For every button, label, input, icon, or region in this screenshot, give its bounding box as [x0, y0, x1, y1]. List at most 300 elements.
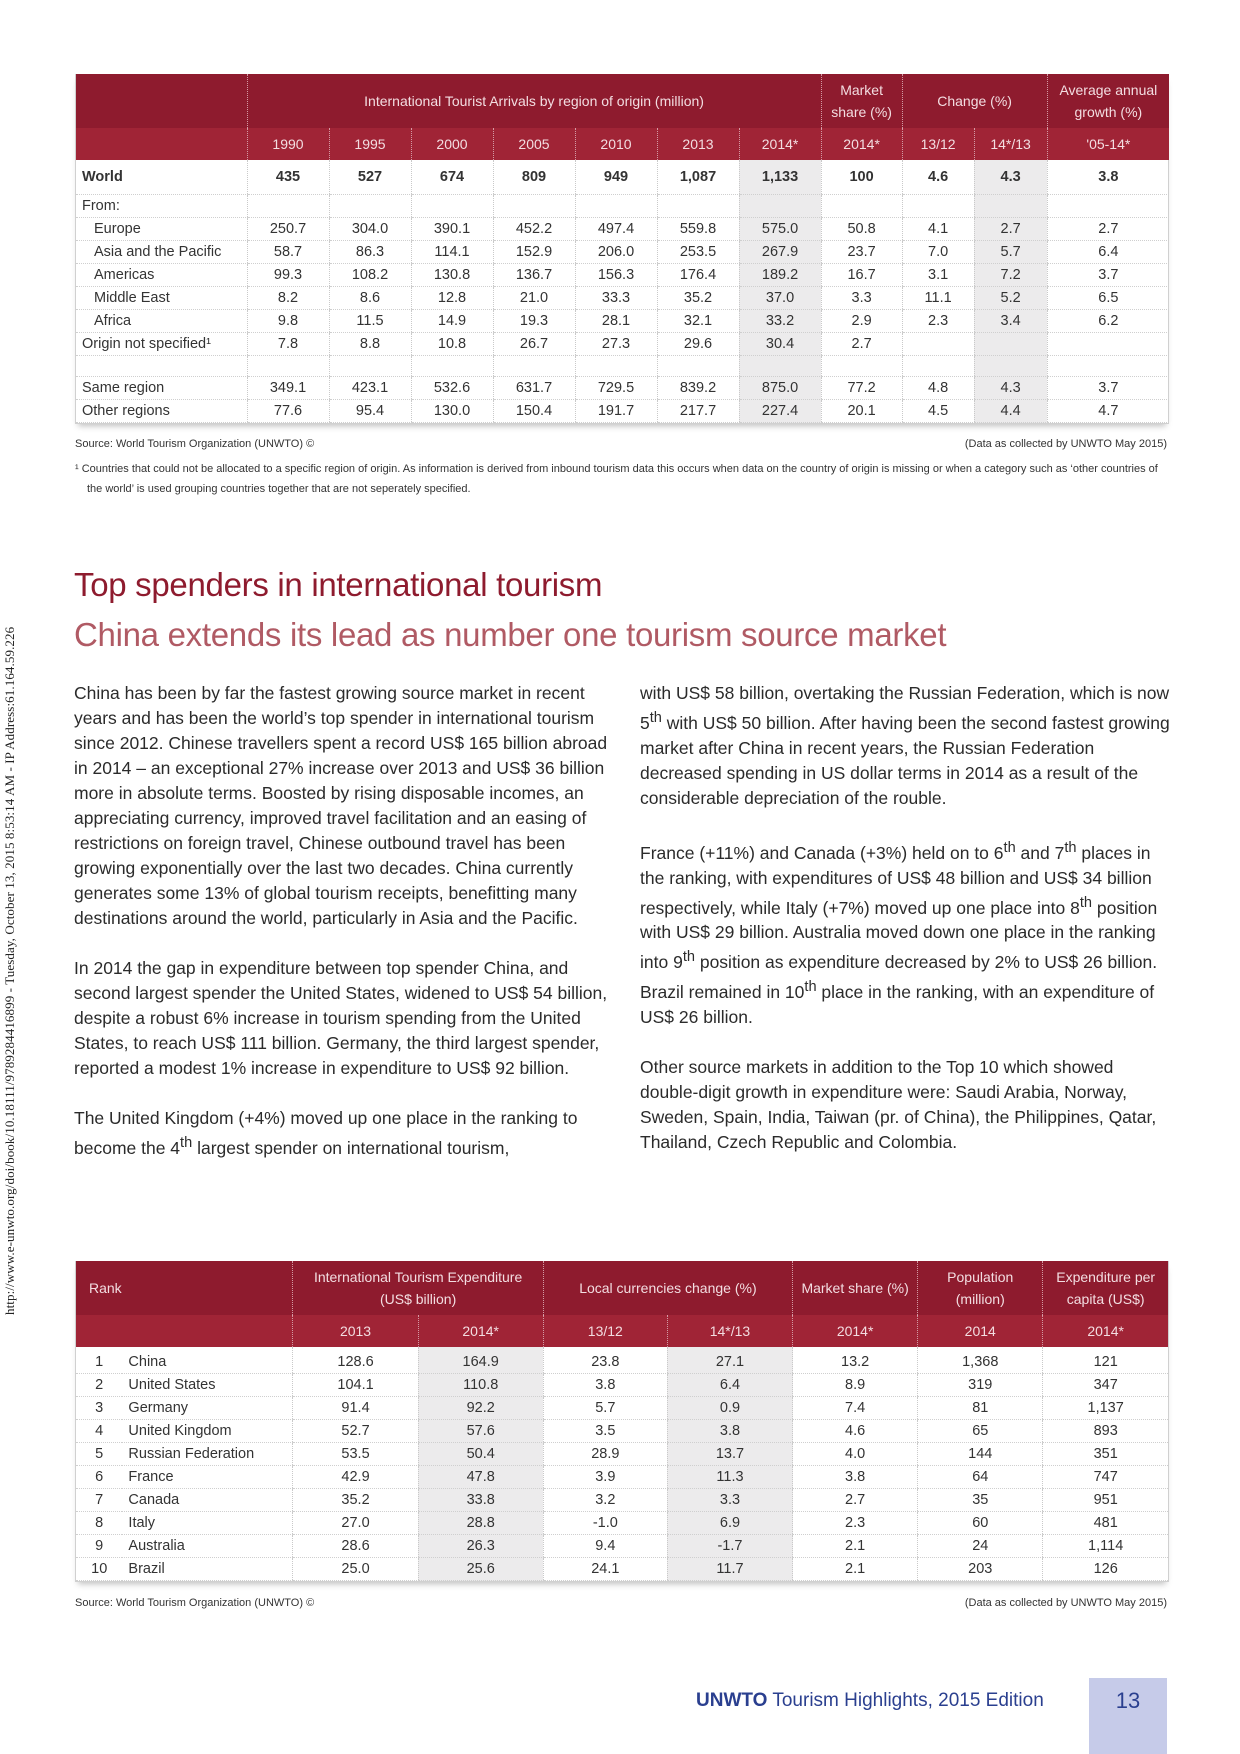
paragraph: with US$ 58 billion, overtaking the Russian Federation, which is now 5th with US$ 50 billion. After having been the second fastest growing market after China in recent years, the Russian Federation decreased spending in US dollar terms in 2014 as a result of the considerable depreciation of the rouble. — [640, 683, 1170, 808]
table-cell — [575, 356, 657, 377]
table-cell: 4.0 — [793, 1443, 918, 1466]
table-cell: 16.7 — [821, 264, 902, 287]
table-cell — [1047, 356, 1169, 377]
table-cell: 58.7 — [247, 241, 329, 264]
table-cell: 3.3 — [667, 1489, 792, 1512]
table-cell: 6.2 — [1047, 310, 1169, 333]
table-cell — [411, 356, 493, 377]
table-cell: 8.6 — [329, 287, 411, 310]
table-cell: 3.8 — [793, 1466, 918, 1489]
row-label: Origin not specified¹ — [76, 333, 247, 356]
table-cell: 674 — [411, 160, 493, 195]
table-row — [76, 1420, 1168, 1443]
table-cell: 91.4 — [293, 1397, 418, 1420]
table-cell: 100 — [821, 160, 902, 195]
table-cell: 33.3 — [575, 287, 657, 310]
table-cell: 11.5 — [329, 310, 411, 333]
table-cell: 3.1 — [902, 264, 974, 287]
table-cell: 423.1 — [329, 377, 411, 400]
column-header: 2000 — [411, 128, 493, 160]
table-cell: 2.7 — [821, 333, 902, 356]
table-cell: 156.3 — [575, 264, 657, 287]
row-label: Same region — [76, 377, 247, 400]
country-cell: China — [122, 1347, 293, 1374]
table-row — [76, 1489, 1168, 1512]
source-right: (Data as collected by UNWTO May 2015) — [964, 1597, 1167, 1609]
table-cell: 19.3 — [493, 310, 575, 333]
table-cell: 13.7 — [667, 1443, 792, 1466]
table-cell: 390.1 — [411, 218, 493, 241]
table-cell: 631.7 — [493, 377, 575, 400]
table-cell: 559.8 — [657, 218, 739, 241]
source-left: Source: World Tourism Organization (UNWTO) © — [75, 438, 315, 450]
table-cell: 95.4 — [329, 400, 411, 423]
table-cell: 949 — [575, 160, 657, 195]
table-cell: 150.4 — [493, 400, 575, 423]
table-cell: 227.4 — [739, 400, 821, 423]
table-cell: 452.2 — [493, 218, 575, 241]
table-cell: 65 — [918, 1420, 1043, 1443]
table-cell: 126 — [1043, 1558, 1168, 1581]
table-cell: 128.6 — [293, 1347, 418, 1374]
table-cell — [821, 195, 902, 218]
table-cell: 3.9 — [543, 1466, 667, 1489]
table-row — [76, 400, 1169, 423]
text-column-left — [74, 681, 609, 1186]
table-cell: 110.8 — [418, 1374, 543, 1397]
row-label: Africa — [76, 310, 247, 333]
paragraph: The United Kingdom (+4%) moved up one place in the ranking to become the 4th largest spender on international tourism, — [74, 1108, 578, 1158]
table-cell: 253.5 — [657, 241, 739, 264]
paragraph: In 2014 the gap in expenditure between top spender China, and second largest spender the United States, widened to US$ 54 billion, despite a robust 6% increase in tourism spending from the United States, to reach US$ 111 billion. Germany, the third largest spender, reported a modest 1% increase in expenditure to US$ 92 billion. — [74, 958, 608, 1078]
rank-cell: 5 — [76, 1443, 122, 1466]
table2-source — [75, 1597, 1167, 1609]
column-header: 2014* — [1043, 1315, 1168, 1347]
table-cell — [493, 356, 575, 377]
table-cell — [329, 195, 411, 218]
rank-cell: 6 — [76, 1466, 122, 1489]
table-cell: 23.8 — [543, 1347, 667, 1374]
table-cell: 3.7 — [1047, 264, 1169, 287]
table-cell: 5.7 — [974, 241, 1047, 264]
spenders-table-body — [76, 1347, 1168, 1581]
table-cell: 53.5 — [293, 1443, 418, 1466]
table-cell — [657, 195, 739, 218]
table-cell: 1,114 — [1043, 1535, 1168, 1558]
table-cell: 60 — [918, 1512, 1043, 1535]
table-row — [76, 1466, 1168, 1489]
row-label — [76, 356, 247, 377]
table-cell: 4.3 — [974, 160, 1047, 195]
column-header: 14*/13 — [974, 128, 1047, 160]
table-cell: 747 — [1043, 1466, 1168, 1489]
table-cell: 7.4 — [793, 1397, 918, 1420]
table-cell: 4.1 — [902, 218, 974, 241]
table1-source — [75, 438, 1167, 450]
table-cell: 2.7 — [793, 1489, 918, 1512]
country-cell: France — [122, 1466, 293, 1489]
table-cell: 27.1 — [667, 1347, 792, 1374]
table-cell: 4.6 — [902, 160, 974, 195]
text-column-right — [640, 681, 1175, 1180]
table-cell: 4.8 — [902, 377, 974, 400]
table-cell: 27.0 — [293, 1512, 418, 1535]
table-cell: 8.8 — [329, 333, 411, 356]
table-cell — [974, 356, 1047, 377]
table-cell: 4.7 — [1047, 400, 1169, 423]
table-cell: 130.0 — [411, 400, 493, 423]
table-cell: 304.0 — [329, 218, 411, 241]
spenders-table — [75, 1261, 1169, 1582]
table-row — [76, 160, 1169, 195]
table-cell: 35 — [918, 1489, 1043, 1512]
table-cell: 9.4 — [543, 1535, 667, 1558]
table-cell: 28.9 — [543, 1443, 667, 1466]
table-cell: 27.3 — [575, 333, 657, 356]
table-cell: 3.8 — [543, 1374, 667, 1397]
table1-footnote — [75, 459, 1167, 499]
rank-cell: 8 — [76, 1512, 122, 1535]
table-cell — [247, 195, 329, 218]
rank-cell: 3 — [76, 1397, 122, 1420]
table-cell: 951 — [1043, 1489, 1168, 1512]
table-cell: 3.8 — [1047, 160, 1169, 195]
table-cell: 35.2 — [293, 1489, 418, 1512]
table-cell — [739, 195, 821, 218]
table-row — [76, 1347, 1168, 1374]
page-number: 13 — [1089, 1678, 1167, 1754]
table-cell: 532.6 — [411, 377, 493, 400]
table-cell: 176.4 — [657, 264, 739, 287]
market-share-header: Market share (%) — [821, 74, 902, 128]
table-cell: 2.3 — [902, 310, 974, 333]
table-cell — [575, 195, 657, 218]
table-cell — [329, 356, 411, 377]
table-cell: 0.9 — [667, 1397, 792, 1420]
table-cell: 121 — [1043, 1347, 1168, 1374]
table-cell: 30.4 — [739, 333, 821, 356]
column-header: 13/12 — [543, 1315, 667, 1347]
table-cell: 86.3 — [329, 241, 411, 264]
table-row — [76, 1558, 1168, 1581]
table-cell — [974, 195, 1047, 218]
table-cell: 64 — [918, 1466, 1043, 1489]
side-url-stamp: http://www.e-unwto.org/doi/book/10.18111/9789284416899 - Tuesday, October 13, 2015 8:53:14 AM - IP Address:61.164.59.226 — [2, 626, 17, 1315]
country-cell: Russian Federation — [122, 1443, 293, 1466]
per-capita-header: Expenditure per capita (US$) — [1043, 1261, 1168, 1315]
table-cell: 28.1 — [575, 310, 657, 333]
source-left: Source: World Tourism Organization (UNWTO) © — [75, 1597, 315, 1609]
section-title: Top spenders in international tourism — [74, 566, 603, 603]
table-cell: 28.8 — [418, 1512, 543, 1535]
table-cell: 6.4 — [667, 1374, 792, 1397]
table-cell: 8.9 — [793, 1374, 918, 1397]
table-cell: 4.4 — [974, 400, 1047, 423]
table-cell: 206.0 — [575, 241, 657, 264]
table-cell: 3.5 — [543, 1420, 667, 1443]
column-header: 2013 — [293, 1315, 418, 1347]
table-cell: 809 — [493, 160, 575, 195]
table-cell: 144 — [918, 1443, 1043, 1466]
table-cell: 9.8 — [247, 310, 329, 333]
column-header: 2014* — [418, 1315, 543, 1347]
table-row — [76, 310, 1169, 333]
table-cell — [974, 333, 1047, 356]
table-cell: 13.2 — [793, 1347, 918, 1374]
column-header: 1995 — [329, 128, 411, 160]
table-cell: 11.7 — [667, 1558, 792, 1581]
table-cell: 6.5 — [1047, 287, 1169, 310]
table-cell: 527 — [329, 160, 411, 195]
rank-cell: 10 — [76, 1558, 122, 1581]
table-cell: 164.9 — [418, 1347, 543, 1374]
table-cell: 3.2 — [543, 1489, 667, 1512]
table-cell: 7.8 — [247, 333, 329, 356]
country-cell: Canada — [122, 1489, 293, 1512]
table-cell: 32.1 — [657, 310, 739, 333]
table-cell: 24 — [918, 1535, 1043, 1558]
population-header: Population (million) — [918, 1261, 1043, 1315]
table-cell: 81 — [918, 1397, 1043, 1420]
table-cell: 729.5 — [575, 377, 657, 400]
country-cell: Germany — [122, 1397, 293, 1420]
column-header: 2010 — [575, 128, 657, 160]
change-header: Change (%) — [902, 74, 1047, 128]
table-cell: 3.3 — [821, 287, 902, 310]
table-cell: 108.2 — [329, 264, 411, 287]
table-cell: 1,137 — [1043, 1397, 1168, 1420]
table-cell: 92.2 — [418, 1397, 543, 1420]
table-row — [76, 264, 1169, 287]
table-cell: 130.8 — [411, 264, 493, 287]
table-cell: 2.1 — [793, 1558, 918, 1581]
table-cell: 347 — [1043, 1374, 1168, 1397]
table-cell: 25.0 — [293, 1558, 418, 1581]
table-cell — [411, 195, 493, 218]
table-cell: 26.3 — [418, 1535, 543, 1558]
table-row — [76, 1443, 1168, 1466]
table-cell: 50.4 — [418, 1443, 543, 1466]
table-cell — [902, 333, 974, 356]
column-header: 2005 — [493, 128, 575, 160]
table-cell: 351 — [1043, 1443, 1168, 1466]
table-cell: 33.2 — [739, 310, 821, 333]
table-cell: 26.7 — [493, 333, 575, 356]
arrivals-table-body — [76, 160, 1169, 423]
table-cell: 4.5 — [902, 400, 974, 423]
rank-cell: 1 — [76, 1347, 122, 1374]
table-cell: 481 — [1043, 1512, 1168, 1535]
column-header: 1990 — [247, 128, 329, 160]
table-cell: 25.6 — [418, 1558, 543, 1581]
table-row — [76, 1512, 1168, 1535]
table-cell: 3.4 — [974, 310, 1047, 333]
source-right: (Data as collected by UNWTO May 2015) — [964, 438, 1167, 450]
column-header: '05-14* — [1047, 128, 1169, 160]
table-cell: 4.6 — [793, 1420, 918, 1443]
market-share-header: Market share (%) — [793, 1261, 918, 1315]
table-cell: 575.0 — [739, 218, 821, 241]
row-label: From: — [76, 195, 247, 218]
table-cell: 99.3 — [247, 264, 329, 287]
table-cell: 11.3 — [667, 1466, 792, 1489]
country-cell: Brazil — [122, 1558, 293, 1581]
corner-cell — [76, 1315, 293, 1347]
table-row — [76, 1397, 1168, 1420]
row-label: Europe — [76, 218, 247, 241]
table-cell: 104.1 — [293, 1374, 418, 1397]
table-cell: 6.4 — [1047, 241, 1169, 264]
expenditure-header: International Tourism Expenditure (US$ billion) — [293, 1261, 543, 1315]
corner-cell — [76, 74, 247, 128]
table-cell: 435 — [247, 160, 329, 195]
table-cell: 77.6 — [247, 400, 329, 423]
rank-cell: 2 — [76, 1374, 122, 1397]
table-cell: 4.3 — [974, 377, 1047, 400]
country-cell: United States — [122, 1374, 293, 1397]
column-header: 13/12 — [902, 128, 974, 160]
country-cell: United Kingdom — [122, 1420, 293, 1443]
table-cell: 2.7 — [1047, 218, 1169, 241]
table-cell: 3.8 — [667, 1420, 792, 1443]
rank-cell: 7 — [76, 1489, 122, 1512]
table-cell: 3.7 — [1047, 377, 1169, 400]
table-cell: 10.8 — [411, 333, 493, 356]
paragraph: Other source markets in addition to the Top 10 which showed double-digit growth in expenditure were: Saudi Arabia, Norway, Sweden, Spain, India, Taiwan (pr. of China), the Philippines, Qatar, Thailand, Czech Republic and Colombia. — [640, 1057, 1157, 1153]
table-cell: 7.0 — [902, 241, 974, 264]
continued-text: with US$ 58 billion, overtaking the Russian Federation, which is now 5 — [640, 683, 1170, 733]
table-cell: 33.8 — [418, 1489, 543, 1512]
table-cell: 152.9 — [493, 241, 575, 264]
arrivals-table — [75, 74, 1169, 424]
column-header: 2014 — [918, 1315, 1043, 1347]
table-cell: 5.7 — [543, 1397, 667, 1420]
avg-growth-header: Average annual growth (%) — [1047, 74, 1169, 128]
table-cell — [1047, 333, 1169, 356]
table-row — [76, 195, 1169, 218]
table-cell: 267.9 — [739, 241, 821, 264]
table-cell: 250.7 — [247, 218, 329, 241]
table-cell: 12.8 — [411, 287, 493, 310]
table-cell: 189.2 — [739, 264, 821, 287]
paragraph: China has been by far the fastest growing source market in recent years and has been the world’s top spender in international tourism since 2012. Chinese travellers spent a record US$ 165 billion abroad in 2014 – an exceptional 27% increase over 2013 and US$ 36 billion more in absolute terms. Boosted by rising disposable incomes, an appreciating currency, improved travel facilitation and an easing of restrictions on foreign travel, Chinese outbound travel has been growing exponentially over the last two decades. China currently generates some 13% of global tourism receipts, benefitting many destinations around the world, particularly in Asia and the Pacific. — [74, 683, 608, 928]
table-cell — [493, 195, 575, 218]
table-cell: 20.1 — [821, 400, 902, 423]
country-cell: Italy — [122, 1512, 293, 1535]
table-cell: 47.8 — [418, 1466, 543, 1489]
footer-title: Tourism Highlights, 2015 Edition — [767, 1690, 1044, 1711]
table-cell: 24.1 — [543, 1558, 667, 1581]
table-cell: -1.7 — [667, 1535, 792, 1558]
table-cell: 77.2 — [821, 377, 902, 400]
table-cell: 114.1 — [411, 241, 493, 264]
table-row — [76, 1535, 1168, 1558]
table-cell: 57.6 — [418, 1420, 543, 1443]
table-cell: 2.3 — [793, 1512, 918, 1535]
table-cell: 29.6 — [657, 333, 739, 356]
table-cell: 497.4 — [575, 218, 657, 241]
table-cell — [1047, 195, 1169, 218]
table-cell: 349.1 — [247, 377, 329, 400]
footer-publication — [696, 1690, 1044, 1712]
country-cell: Australia — [122, 1535, 293, 1558]
table-row — [76, 218, 1169, 241]
table-cell — [247, 356, 329, 377]
table-row — [76, 356, 1169, 377]
table-row — [76, 377, 1169, 400]
row-label: Middle East — [76, 287, 247, 310]
footnote-text: ¹ Countries that could not be allocated to a specific region of origin. As information is derived from inbound tourism data this occurs when data on the country of origin is missing or when a category such as ‘other countries of the world’ is used grouping countries together that are not seperately specified. — [75, 463, 1158, 495]
rank-header: Rank — [76, 1261, 293, 1315]
table-cell: 37.0 — [739, 287, 821, 310]
table-cell: 839.2 — [657, 377, 739, 400]
table-cell: 50.8 — [821, 218, 902, 241]
table-cell — [902, 195, 974, 218]
column-header: 2013 — [657, 128, 739, 160]
table-cell: 191.7 — [575, 400, 657, 423]
table-cell: -1.0 — [543, 1512, 667, 1535]
table-row — [76, 333, 1169, 356]
table-cell: 2.7 — [974, 218, 1047, 241]
table-cell: 7.2 — [974, 264, 1047, 287]
table-row — [76, 1374, 1168, 1397]
column-header: 2014* — [739, 128, 821, 160]
row-label: Other regions — [76, 400, 247, 423]
table-cell: 11.1 — [902, 287, 974, 310]
row-label: Americas — [76, 264, 247, 287]
rank-cell: 9 — [76, 1535, 122, 1558]
column-header: 14*/13 — [667, 1315, 792, 1347]
table-cell: 893 — [1043, 1420, 1168, 1443]
table-cell — [902, 356, 974, 377]
table-cell: 1,368 — [918, 1347, 1043, 1374]
table-cell: 21.0 — [493, 287, 575, 310]
table-cell: 2.9 — [821, 310, 902, 333]
table-cell: 203 — [918, 1558, 1043, 1581]
row-label: Asia and the Pacific — [76, 241, 247, 264]
table-cell: 14.9 — [411, 310, 493, 333]
table-row — [76, 287, 1169, 310]
table-cell: 136.7 — [493, 264, 575, 287]
table-cell: 5.2 — [974, 287, 1047, 310]
column-header: 2014* — [793, 1315, 918, 1347]
section-subtitle: China extends its lead as number one tourism source market — [74, 616, 947, 653]
table-cell: 35.2 — [657, 287, 739, 310]
table-cell: 1,087 — [657, 160, 739, 195]
table-cell: 28.6 — [293, 1535, 418, 1558]
table-cell: 42.9 — [293, 1466, 418, 1489]
table-cell — [739, 356, 821, 377]
row-label: World — [76, 160, 247, 195]
table-cell: 319 — [918, 1374, 1043, 1397]
table-cell: 8.2 — [247, 287, 329, 310]
arrivals-group-header: International Tourist Arrivals by region of origin (million) — [247, 74, 821, 128]
footer-brand: UNWTO — [696, 1690, 768, 1711]
local-currency-header: Local currencies change (%) — [543, 1261, 792, 1315]
table-cell — [657, 356, 739, 377]
table-cell: 1,133 — [739, 160, 821, 195]
table-cell: 23.7 — [821, 241, 902, 264]
table-row — [76, 241, 1169, 264]
corner-cell — [76, 128, 247, 160]
table-cell: 2.1 — [793, 1535, 918, 1558]
table-cell — [821, 356, 902, 377]
table-cell: 217.7 — [657, 400, 739, 423]
column-header: 2014* — [821, 128, 902, 160]
table-cell: 875.0 — [739, 377, 821, 400]
table-cell: 52.7 — [293, 1420, 418, 1443]
table-cell: 6.9 — [667, 1512, 792, 1535]
